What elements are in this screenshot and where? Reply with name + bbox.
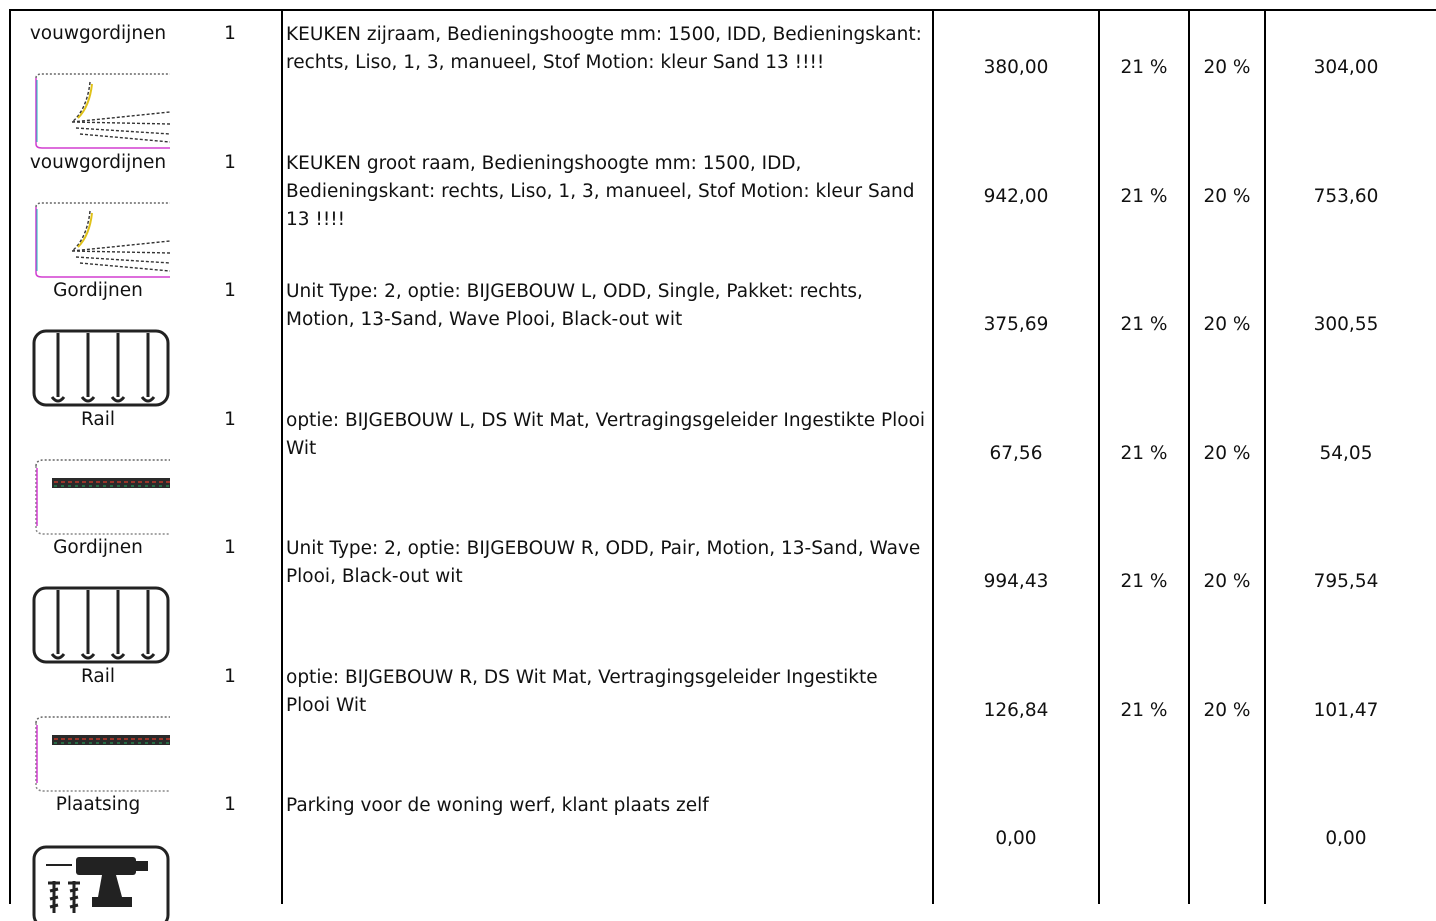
description-cell: Unit Type: 2, optie: BIJGEBOUW L, ODD, Single, Pakket: rechts, Motion, 13-Sand, Wave Plooi, Black-out wit (286, 281, 863, 330)
unit-price-cell: 126,84 (983, 699, 1049, 721)
product-name: Gordijnen (53, 537, 143, 558)
table-row (0, 267, 1436, 395)
discount-cell: 20 % (1203, 442, 1251, 464)
unit-price-cell: 67,56 (989, 442, 1043, 464)
table-row (0, 524, 1436, 652)
product-name: Rail (80, 665, 116, 687)
quantity-cell: 1 (224, 408, 236, 430)
product-cell (12, 396, 184, 434)
discount-cell: 20 % (1203, 185, 1251, 207)
line-total-cell: 101,47 (1313, 699, 1379, 721)
product-name: vouwgordijnen (29, 151, 167, 173)
discount-cell: 20 % (1203, 314, 1251, 335)
drill-installation-icon (32, 843, 170, 921)
line-total-cell: 0,00 (1325, 828, 1367, 849)
product-cell (12, 781, 184, 819)
description-cell: Unit Type: 2, optie: BIJGEBOUW R, ODD, Pair, Motion, 13-Sand, Wave Plooi, Black-out wit (286, 538, 921, 587)
quantity-cell: 1 (224, 665, 236, 687)
discount-cell (1190, 781, 1264, 825)
line-total-cell: 304,00 (1313, 57, 1379, 78)
vat-cell: 21 % (1120, 314, 1168, 335)
unit-price-cell: 994,43 (983, 571, 1049, 592)
line-total-cell: 795,54 (1313, 571, 1379, 592)
product-name: Gordijnen (53, 280, 143, 301)
vat-cell: 21 % (1120, 699, 1168, 721)
table-row (0, 781, 1436, 909)
unit-price-cell: 375,69 (983, 314, 1049, 335)
discount-cell: 20 % (1203, 699, 1251, 721)
vat-cell: 21 % (1120, 57, 1168, 78)
table-row (0, 396, 1436, 524)
vat-cell (1100, 781, 1188, 825)
product-cell (12, 139, 184, 177)
table-row (0, 10, 1436, 138)
unit-price-cell: 380,00 (983, 57, 1049, 78)
table-row (0, 139, 1436, 267)
discount-cell: 20 % (1203, 57, 1251, 78)
quantity-cell: 1 (224, 794, 236, 815)
product-cell (12, 653, 184, 691)
line-total-cell: 300,55 (1313, 314, 1379, 335)
description-cell: KEUKEN zijraam, Bedieningshoogte mm: 1500, IDD, Bedieningskant: rechts, Liso, 1, 3, manueel, Stof Motion: kleur Sand 13 !!!! (286, 24, 922, 73)
table-row (0, 653, 1436, 781)
vat-cell: 21 % (1120, 442, 1168, 464)
description-cell: Parking voor de woning werf, klant plaats zelf (286, 795, 709, 816)
product-cell (12, 524, 184, 562)
description-cell: KEUKEN groot raam, Bedieningshoogte mm: 1500, IDD, Bedieningskant: rechts, Liso, 1, 3, manueel, Stof Motion: kleur Sand 13 !!!! (286, 152, 915, 230)
discount-cell: 20 % (1203, 571, 1251, 592)
unit-price-cell: 942,00 (983, 185, 1049, 207)
line-total-cell: 54,05 (1319, 442, 1373, 464)
unit-price-cell: 0,00 (995, 828, 1037, 849)
vat-cell: 21 % (1120, 185, 1168, 207)
product-name: Rail (80, 408, 116, 430)
product-name: vouwgordijnen (29, 23, 167, 44)
product-cell (12, 10, 184, 48)
quantity-cell: 1 (224, 151, 236, 173)
description-cell: optie: BIJGEBOUW R, DS Wit Mat, Vertragingsgeleider Ingestikte Plooi Wit (286, 666, 878, 716)
description-cell: optie: BIJGEBOUW L, DS Wit Mat, Vertragingsgeleider Ingestikte Plooi Wit (286, 409, 926, 459)
vat-cell: 21 % (1120, 571, 1168, 592)
quantity-cell: 1 (224, 537, 236, 558)
quantity-cell: 1 (224, 23, 236, 44)
product-name: Plaatsing (55, 794, 141, 815)
quantity-cell: 1 (224, 280, 236, 301)
product-cell (12, 267, 184, 305)
line-total-cell: 753,60 (1313, 185, 1379, 207)
